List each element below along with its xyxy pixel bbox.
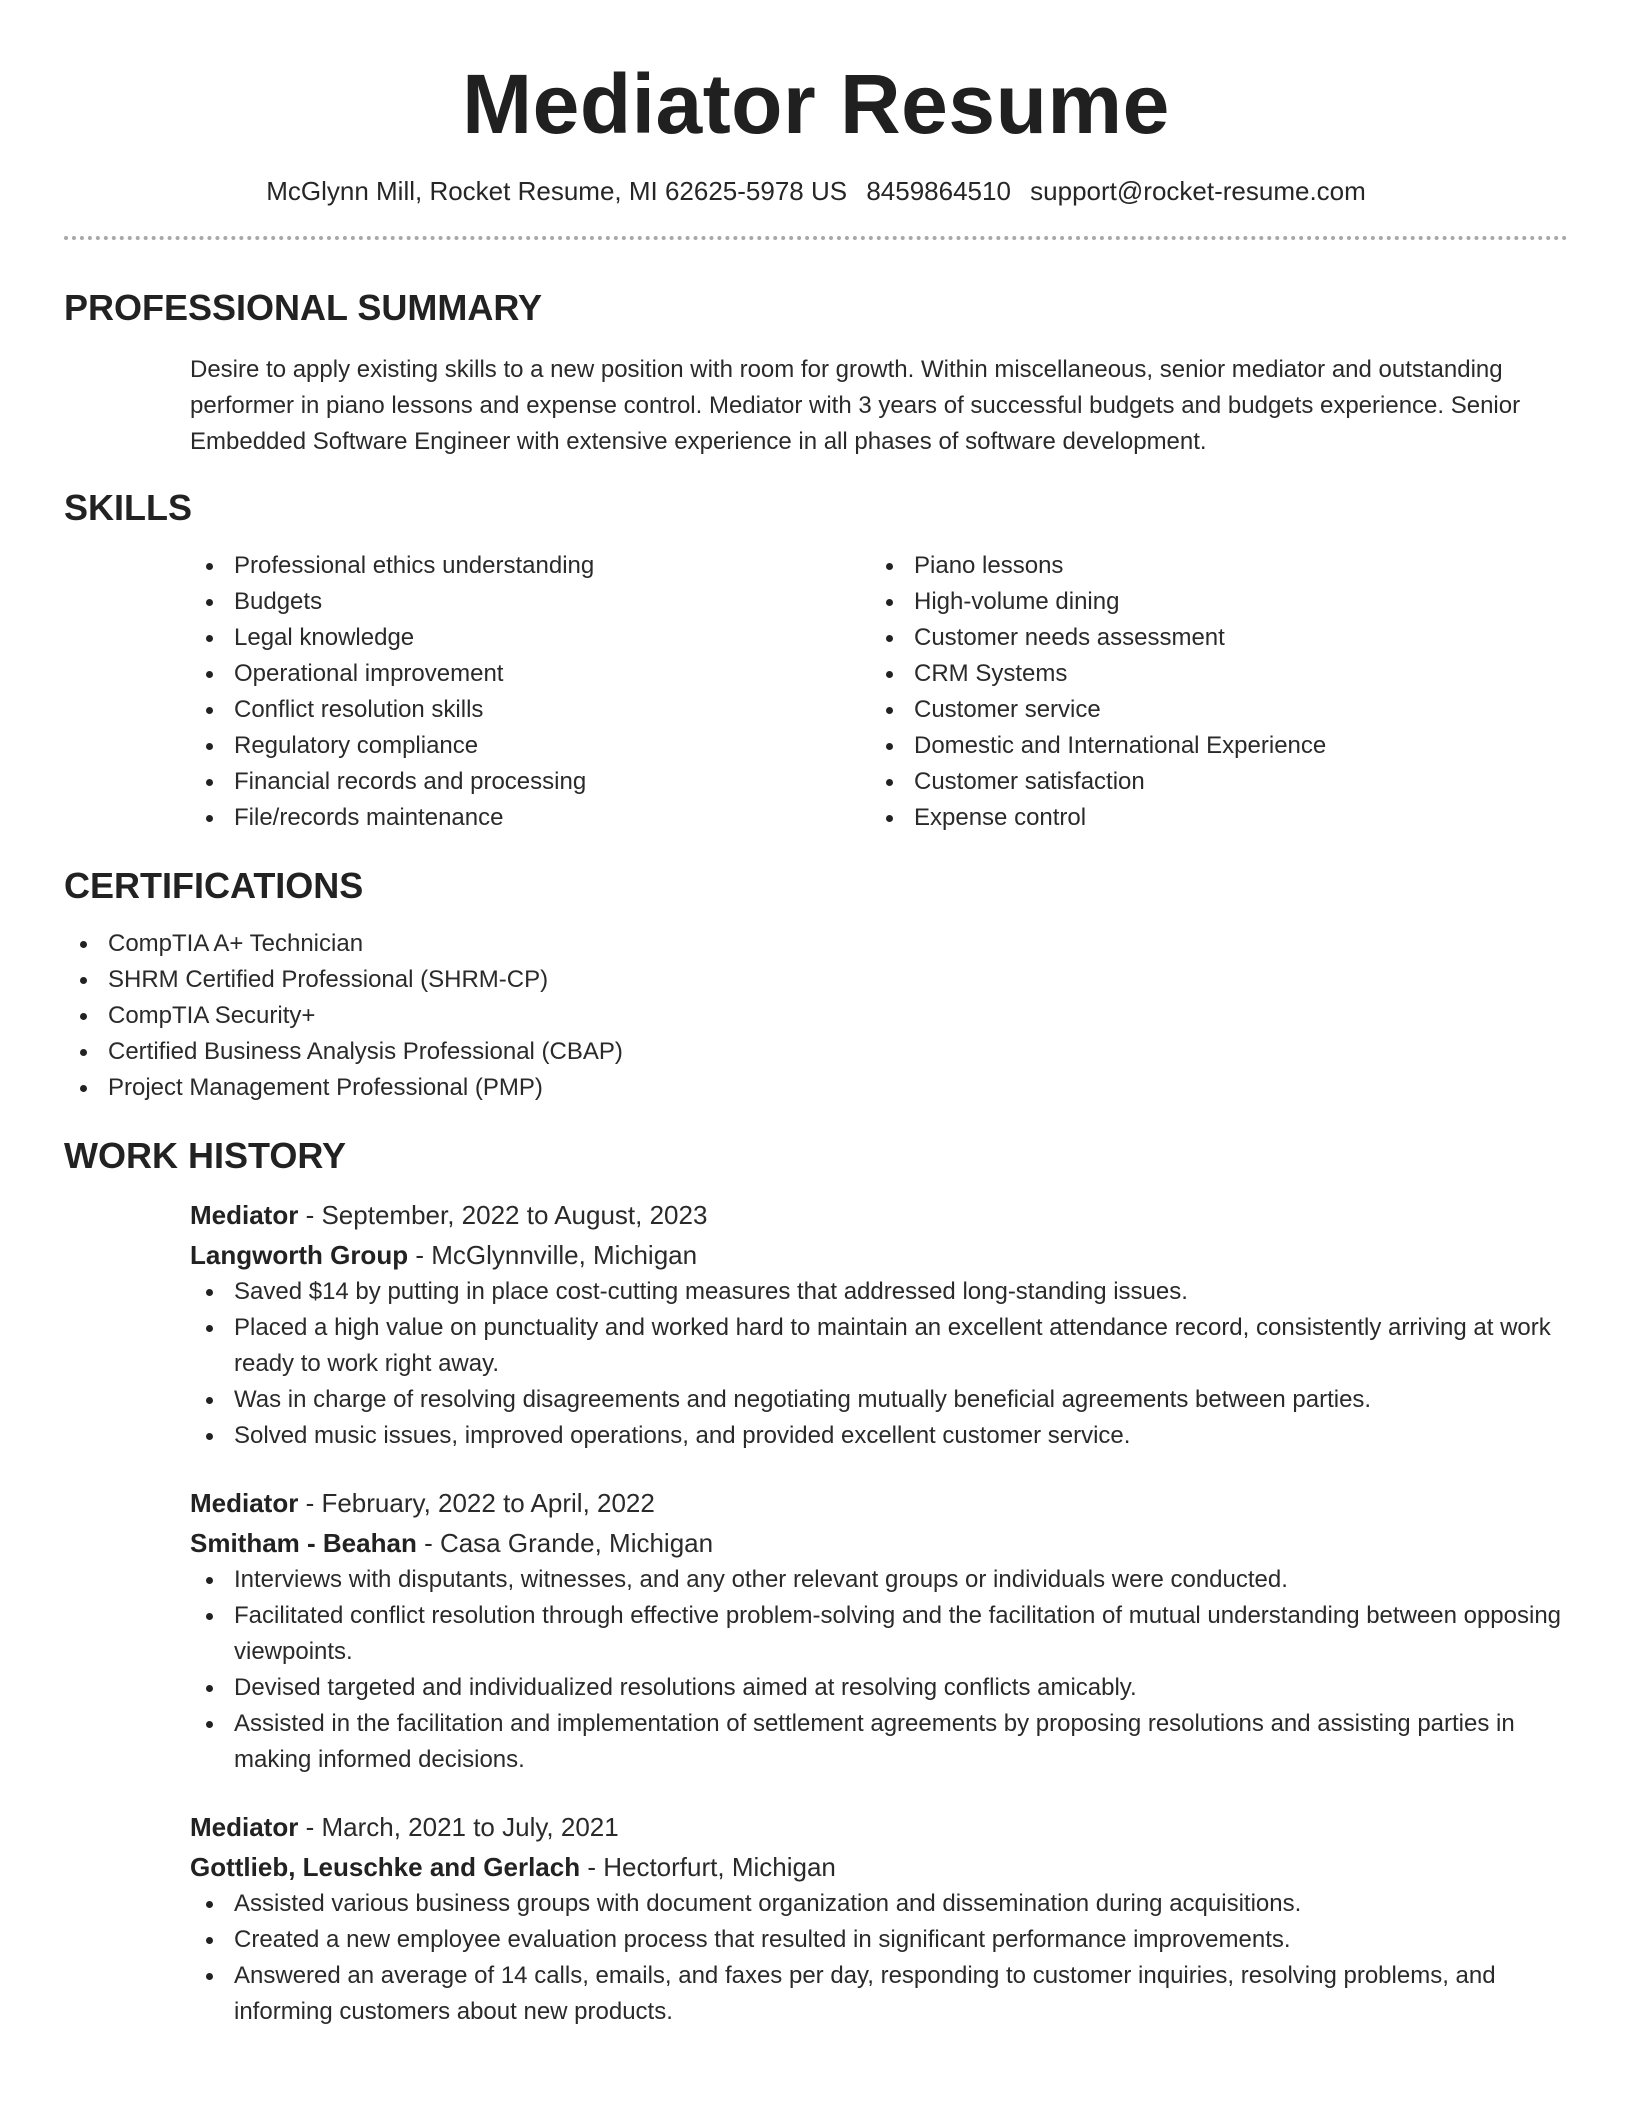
list-item: CompTIA A+ Technician (64, 926, 1568, 962)
summary-section (64, 286, 1568, 460)
skills-list-left (190, 548, 870, 836)
job-company: Smitham - Beahan (190, 1528, 417, 1558)
list-item: Answered an average of 14 calls, emails, and faxes per day, responding to customer inquiries, resolving problems, and informing customers about new products. (190, 1958, 1568, 2030)
list-item: High-volume dining (870, 584, 1550, 620)
skills-column-left (190, 548, 870, 836)
section-heading-work-history: WORK HISTORY (64, 1135, 347, 1176)
certifications-section (64, 864, 1568, 1106)
list-item: Customer service (870, 692, 1550, 728)
job-entry (190, 1808, 1568, 2030)
job-company-line (190, 1236, 1568, 1274)
job-company: Langworth Group (190, 1240, 409, 1270)
resume-page (64, 0, 1568, 2030)
contact-address: McGlynn Mill, Rocket Resume, MI 62625-5978 US (266, 176, 848, 206)
list-item: Saved $14 by putting in place cost-cutting measures that addressed long-standing issues. (190, 1274, 1568, 1310)
contact-line (64, 174, 1568, 208)
list-item: Conflict resolution skills (190, 692, 870, 728)
contact-phone: 8459864510 (866, 176, 1011, 206)
job-entry (190, 1196, 1568, 1454)
list-item: SHRM Certified Professional (SHRM-CP) (64, 962, 1568, 998)
job-dates: - September, 2022 to August, 2023 (305, 1200, 708, 1230)
list-item: Assisted in the facilitation and implementation of settlement agreements by proposing resolutions and assisting parties in making informed decisions. (190, 1706, 1568, 1778)
list-item: Facilitated conflict resolution through effective problem-solving and the facilitation of mutual understanding between opposing viewpoints. (190, 1598, 1568, 1670)
list-item: Devised targeted and individualized resolutions aimed at resolving conflicts amicably. (190, 1670, 1568, 1706)
list-item: Domestic and International Experience (870, 728, 1550, 764)
skills-section (64, 486, 1568, 836)
list-item: CRM Systems (870, 656, 1550, 692)
list-item: Professional ethics understanding (190, 548, 870, 584)
job-title-line (190, 1484, 1568, 1522)
skills-list-right (870, 548, 1550, 836)
list-item: Assisted various business groups with document organization and dissemination during acquisitions. (190, 1886, 1568, 1922)
section-heading-skills: SKILLS (64, 487, 193, 528)
skills-column-right (870, 548, 1550, 836)
job-title-line (190, 1196, 1568, 1234)
list-item: Budgets (190, 584, 870, 620)
job-location: - McGlynnville, Michigan (415, 1240, 698, 1270)
list-item: Solved music issues, improved operations, and provided excellent customer service. (190, 1418, 1568, 1454)
list-item: File/records maintenance (190, 800, 870, 836)
list-item: Project Management Professional (PMP) (64, 1070, 1568, 1106)
job-company-line (190, 1848, 1568, 1886)
resume-title: Mediator Resume (462, 57, 1170, 151)
contact-email[interactable]: support@rocket-resume.com (1030, 176, 1366, 206)
job-location: - Casa Grande, Michigan (424, 1528, 714, 1558)
job-bullets (190, 1886, 1568, 2030)
list-item: Placed a high value on punctuality and worked hard to maintain an excellent attendance record, consistently arriving at work ready to work right away. (190, 1310, 1568, 1382)
job-title: Mediator (190, 1812, 299, 1842)
job-title: Mediator (190, 1488, 299, 1518)
job-company-line (190, 1524, 1568, 1562)
list-item: Customer satisfaction (870, 764, 1550, 800)
list-item: Expense control (870, 800, 1550, 836)
list-item: Operational improvement (190, 656, 870, 692)
job-company: Gottlieb, Leuschke and Gerlach (190, 1852, 581, 1882)
job-dates: - March, 2021 to July, 2021 (305, 1812, 619, 1842)
skills-columns (190, 548, 1568, 836)
job-bullets (190, 1562, 1568, 1778)
job-bullets (190, 1274, 1568, 1454)
job-dates: - February, 2022 to April, 2022 (305, 1488, 655, 1518)
job-entry (190, 1484, 1568, 1778)
list-item: CompTIA Security+ (64, 998, 1568, 1034)
list-item: Regulatory compliance (190, 728, 870, 764)
certifications-list (64, 926, 1568, 1106)
list-item: Legal knowledge (190, 620, 870, 656)
work-history-section (64, 1134, 1568, 2030)
list-item: Was in charge of resolving disagreements and negotiating mutually beneficial agreements between parties. (190, 1382, 1568, 1418)
list-item: Created a new employee evaluation process that resulted in significant performance improvements. (190, 1922, 1568, 1958)
summary-text: Desire to apply existing skills to a new position with room for growth. Within miscellaneous, senior mediator and outstanding performer in piano lessons and expense control. Mediator with 3 years of successful budgets and budgets experience. Senior Embedded Software Engineer with extensive experience in all phases of software development. (190, 356, 1521, 455)
list-item: Financial records and processing (190, 764, 870, 800)
list-item: Customer needs assessment (870, 620, 1550, 656)
section-heading-certifications: CERTIFICATIONS (64, 865, 364, 906)
section-heading-summary: PROFESSIONAL SUMMARY (64, 287, 543, 328)
job-title-line (190, 1808, 1568, 1846)
job-title: Mediator (190, 1200, 299, 1230)
job-location: - Hectorfurt, Michigan (587, 1852, 836, 1882)
header-divider (64, 236, 1568, 240)
list-item: Piano lessons (870, 548, 1550, 584)
list-item: Certified Business Analysis Professional (CBAP) (64, 1034, 1568, 1070)
list-item: Interviews with disputants, witnesses, and any other relevant groups or individuals were conducted. (190, 1562, 1568, 1598)
